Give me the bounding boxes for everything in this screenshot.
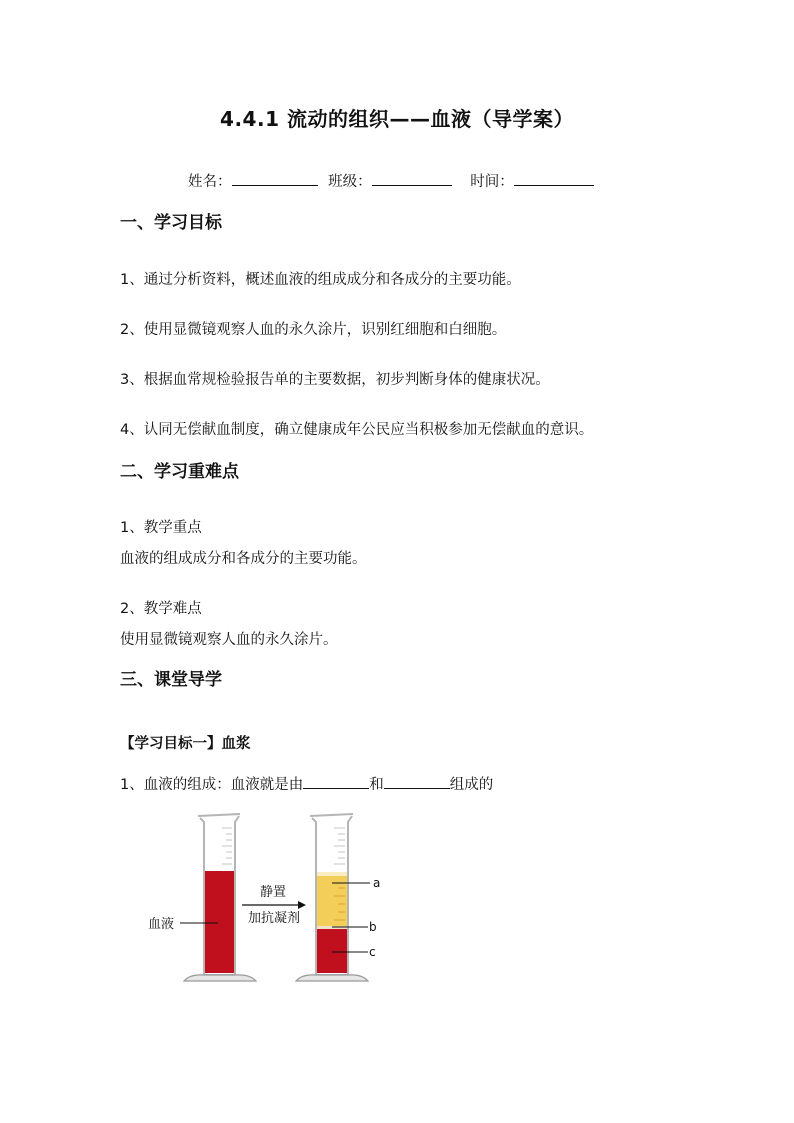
- question-1-mid: 和: [369, 777, 384, 793]
- time-label: 时间：: [470, 174, 514, 190]
- red-cell-layer: [316, 929, 348, 973]
- page-title: 4.4.1 流动的组织——血液（导学案）: [220, 107, 574, 131]
- section-heading-objectives: 一、学习目标: [120, 213, 222, 233]
- question-1-prefix: 1、血液的组成：血液就是由: [120, 777, 304, 793]
- difficulty-label: 2、教学难点: [120, 601, 202, 617]
- section-heading-guidance: 三、课堂导学: [120, 670, 222, 690]
- label-a: a: [373, 876, 381, 890]
- name-blank: [232, 171, 318, 186]
- section-heading-key-points: 二、学习重难点: [120, 462, 239, 482]
- answer-blank-1: [303, 775, 369, 789]
- class-label: 班级：: [328, 174, 372, 190]
- label-c: c: [369, 945, 376, 959]
- key-point-label: 1、教学重点: [120, 520, 202, 536]
- objective-item: 3、根据血常规检验报告单的主要数据，初步判断身体的健康状况。: [120, 372, 550, 388]
- arrow-label-bottom: 加抗凝剂: [248, 911, 301, 926]
- arrow-label-top: 静置: [260, 885, 287, 900]
- arrow-head: [298, 901, 306, 909]
- answer-blank-2: [384, 775, 450, 789]
- label-b: b: [369, 920, 377, 934]
- key-point-text: 血液的组成成分和各成分的主要功能。: [120, 551, 367, 567]
- question-1: [120, 773, 493, 794]
- whole-blood-cylinder: [184, 814, 256, 981]
- objective-item: 2、使用显微镜观察人血的永久涂片，识别红细胞和白细胞。: [120, 322, 507, 338]
- question-1-suffix: 组成的: [449, 777, 494, 793]
- separated-blood-cylinder: [296, 814, 368, 981]
- name-label: 姓名：: [188, 174, 232, 190]
- time-blank: [514, 171, 594, 186]
- student-info-row: [188, 170, 594, 191]
- difficulty-text: 使用显微镜观察人血的永久涂片。: [120, 632, 338, 648]
- whole-blood-fill: [204, 871, 235, 973]
- objective-item: 4、认同无偿献血制度，确立健康成年公民应当积极参加无偿献血的意识。: [120, 422, 594, 438]
- blood-label: 血液: [148, 917, 175, 932]
- blood-separation-figure: [140, 808, 400, 993]
- objective-one-subheading: 【学习目标一】血浆: [120, 736, 251, 752]
- class-blank: [372, 171, 452, 186]
- objective-item: 1、通过分析资料，概述血液的组成成分和各成分的主要功能。: [120, 272, 521, 288]
